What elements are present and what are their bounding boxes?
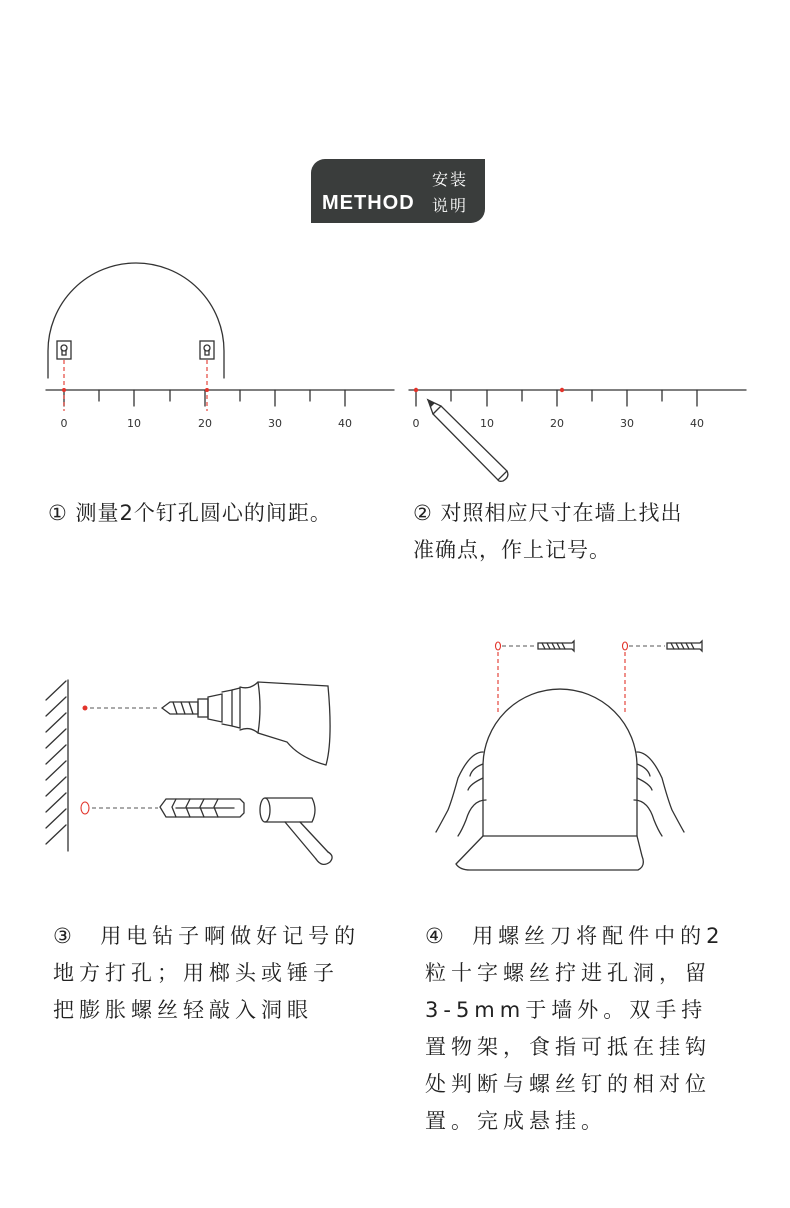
step1-caption	[48, 495, 332, 532]
step1-dot-left	[62, 388, 66, 392]
step2-ruler	[409, 390, 746, 406]
right-hand-icon	[634, 752, 684, 836]
step3-line2: 地方打孔；用榔头或锤子	[53, 961, 339, 985]
step2-caption	[413, 495, 683, 569]
step2-number: ②	[413, 501, 433, 525]
arch-shelf-icon	[456, 689, 643, 870]
step4-line3: 3-5mm于墙外。双手持	[425, 998, 708, 1022]
step1-red-markers	[64, 360, 207, 411]
tick-label: 40	[338, 417, 352, 430]
tick-label: 0	[60, 417, 68, 430]
left-hand-icon	[436, 752, 486, 836]
keyhole-right-icon	[200, 341, 214, 359]
step4-line4: 置物架，食指可抵在挂钩	[425, 1035, 711, 1059]
badge-method: METHOD	[322, 192, 415, 214]
step4-guide-lines	[496, 642, 628, 712]
step1-text: 测量2个钉孔圆心的间距。	[75, 501, 332, 525]
step1-dot-right	[205, 388, 209, 392]
tick-label: 10	[480, 417, 494, 430]
step1-tick-labels	[61, 417, 353, 430]
step4-line5: 处判断与螺丝钉的相对位	[425, 1072, 711, 1096]
step2-line2: 准确点，作上记号。	[413, 538, 611, 562]
step4-number: ④	[425, 924, 449, 948]
wall-anchor-icon	[160, 799, 244, 817]
tick-label: 10	[127, 417, 141, 430]
tick-label: 30	[268, 417, 282, 430]
step4-caption	[425, 918, 725, 1140]
dashed-guides	[90, 646, 665, 808]
screw-left-icon	[538, 641, 574, 651]
hammer-icon	[260, 798, 332, 864]
step2-tick-labels	[413, 417, 705, 430]
step2-line1: 对照相应尺寸在墙上找出	[440, 501, 683, 525]
badge-cn-top: 安装	[431, 170, 468, 189]
step3-hole-marks	[81, 802, 89, 814]
screw-right-icon	[667, 641, 702, 651]
step4-line1: 用螺丝刀将配件中的2	[472, 924, 725, 948]
tick-label: 40	[690, 417, 704, 430]
wall-icon	[46, 680, 68, 851]
badge-cn-bottom: 说明	[431, 196, 468, 215]
step3-caption	[53, 918, 360, 1029]
tick-label: 0	[412, 417, 420, 430]
step2-dot-right	[560, 388, 564, 392]
step2-dot-left	[414, 388, 418, 392]
step1-number: ①	[48, 501, 68, 525]
step3-line1: 用电钻子啊做好记号的	[100, 924, 361, 948]
tick-label: 20	[198, 417, 212, 430]
tick-label: 20	[550, 417, 564, 430]
step1-ruler	[46, 390, 394, 406]
drill-icon	[162, 682, 330, 765]
tick-label: 30	[620, 417, 634, 430]
step3-drill-point	[83, 706, 88, 711]
step1-arch-illustration	[48, 263, 224, 378]
pencil-icon	[428, 400, 508, 481]
step3-line3: 把膨胀螺丝轻敲入洞眼	[53, 998, 313, 1022]
step4-line2: 粒十字螺丝拧进孔洞，留	[425, 961, 711, 985]
step4-line6: 置。完成悬挂。	[425, 1109, 607, 1133]
step3-number: ③	[53, 924, 77, 948]
keyhole-left-icon	[57, 341, 71, 359]
